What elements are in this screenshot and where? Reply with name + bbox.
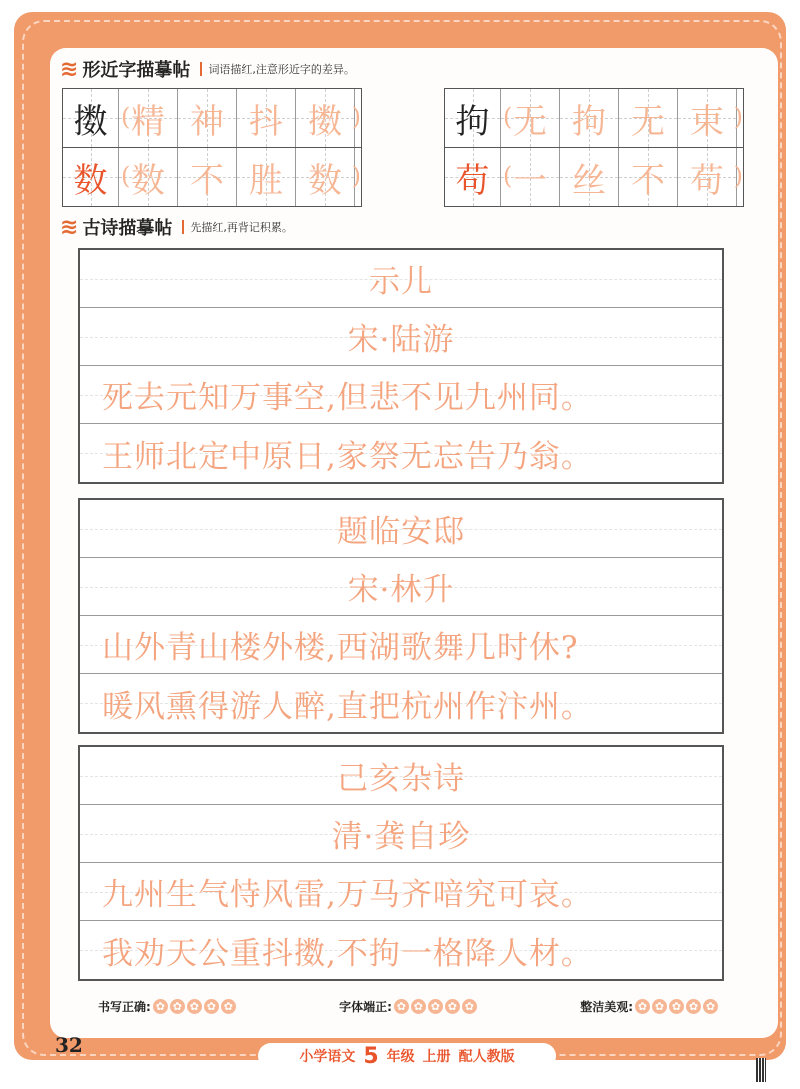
lead-char-cell bbox=[445, 148, 501, 206]
poem-title-row bbox=[80, 500, 722, 558]
barcode bbox=[756, 1058, 766, 1082]
poem-author: 宋·林升 bbox=[347, 572, 455, 608]
trace-char-cell bbox=[678, 89, 737, 147]
book-grade: 5 bbox=[363, 1043, 379, 1069]
rating-label: 字体端正: bbox=[339, 1000, 392, 1014]
paren-open: ( bbox=[121, 162, 131, 190]
poem-author: 清·龚自珍 bbox=[331, 819, 471, 855]
poem-title: 题临安邸 bbox=[337, 514, 465, 550]
flower-icon[interactable]: ✿ bbox=[669, 999, 684, 1014]
trace-char: 不 bbox=[190, 160, 224, 201]
flower-icon[interactable]: ✿ bbox=[153, 999, 168, 1014]
trace-char-cell bbox=[178, 89, 237, 147]
trace-char: 数 bbox=[308, 160, 342, 201]
poem-author-row bbox=[80, 558, 722, 616]
trace-char-cell bbox=[178, 148, 237, 206]
flower-icon[interactable]: ✿ bbox=[221, 999, 236, 1014]
section-header-poems bbox=[60, 214, 293, 240]
trace-char-cell bbox=[619, 89, 678, 147]
paren-close: ) bbox=[351, 162, 361, 190]
trace-char-cell bbox=[296, 89, 355, 147]
poem-title-row bbox=[80, 250, 722, 308]
poem-line-row bbox=[80, 863, 722, 921]
rating-label: 书写正确: bbox=[98, 1000, 151, 1014]
poem-line: 暖风熏得游人醉,直把杭州作汴州。 bbox=[102, 688, 593, 725]
trace-char-cell bbox=[560, 89, 619, 147]
trace-char-cell bbox=[296, 148, 355, 206]
trace-char-cell bbox=[678, 148, 737, 206]
trace-char: 擞 bbox=[308, 101, 342, 142]
trace-char-cell bbox=[560, 148, 619, 206]
section-title: 形近字描摹帖 bbox=[82, 60, 191, 81]
flower-icon[interactable]: ✿ bbox=[445, 999, 460, 1014]
flower-icon[interactable]: ✿ bbox=[394, 999, 409, 1014]
flower-icon[interactable]: ✿ bbox=[686, 999, 701, 1014]
flower-icon[interactable]: ✿ bbox=[635, 999, 650, 1014]
poem-author: 宋·陆游 bbox=[347, 322, 455, 358]
trace-char: 胜 bbox=[249, 160, 283, 201]
book-term: 上册 bbox=[422, 1049, 451, 1065]
trace-char: 拘 bbox=[572, 101, 606, 142]
poem-title: 示儿 bbox=[369, 264, 433, 300]
flower-icon[interactable]: ✿ bbox=[411, 999, 426, 1014]
lead-char: 拘 bbox=[455, 101, 490, 142]
lead-char-cell bbox=[63, 89, 119, 147]
paren-close: ) bbox=[733, 103, 743, 131]
wave-icon: ≋ bbox=[60, 214, 79, 240]
wave-icon: ≋ bbox=[60, 56, 79, 82]
page-number: 32 bbox=[55, 1033, 83, 1057]
poem-line-row bbox=[80, 366, 722, 424]
trace-char: 精 bbox=[131, 101, 165, 142]
book-tag bbox=[258, 1043, 556, 1069]
poem-title-row bbox=[80, 747, 722, 805]
poem-line: 死去元知万事空,但悲不见九州同。 bbox=[102, 380, 593, 416]
poem-line: 王师北定中原日,家祭无忘告乃翁。 bbox=[102, 438, 593, 475]
book-grade-unit: 年级 bbox=[386, 1049, 415, 1065]
trace-char: 束 bbox=[690, 101, 724, 142]
book-subject: 小学语文 bbox=[299, 1049, 356, 1065]
grid-row bbox=[63, 89, 361, 147]
trace-char: 不 bbox=[631, 160, 665, 201]
poem-author-row bbox=[80, 308, 722, 366]
poem-line-row bbox=[80, 921, 722, 979]
paren-close: ) bbox=[733, 162, 743, 190]
section-header-similar-chars bbox=[60, 56, 355, 82]
rating-group bbox=[580, 998, 718, 1015]
paren-open: ( bbox=[121, 103, 131, 131]
flower-icon[interactable]: ✿ bbox=[428, 999, 443, 1014]
lead-char-cell bbox=[63, 148, 119, 206]
char-grid-left bbox=[62, 88, 362, 207]
rating-bar bbox=[98, 998, 718, 1015]
flower-icon[interactable]: ✿ bbox=[204, 999, 219, 1014]
paren-close: ) bbox=[351, 103, 361, 131]
divider bbox=[200, 62, 202, 76]
grid-row bbox=[63, 147, 361, 206]
trace-char: 一 bbox=[513, 160, 547, 201]
poem-line-row bbox=[80, 674, 722, 732]
trace-char-cell bbox=[619, 148, 678, 206]
section-note: 先描红,再背记积累。 bbox=[190, 221, 293, 234]
trace-char: 无 bbox=[631, 101, 665, 142]
rating-group bbox=[339, 998, 477, 1015]
flower-icon[interactable]: ✿ bbox=[170, 999, 185, 1014]
char-grid-right bbox=[444, 88, 744, 207]
trace-char: 数 bbox=[131, 160, 165, 201]
poem-line-row bbox=[80, 424, 722, 482]
trace-char: 无 bbox=[513, 101, 547, 142]
rating-group bbox=[98, 998, 236, 1015]
poem-title: 己亥杂诗 bbox=[337, 761, 465, 797]
poem-line: 我劝天公重抖擞,不拘一格降人材。 bbox=[102, 935, 593, 972]
poem-box bbox=[78, 498, 724, 734]
section-title: 古诗描摹帖 bbox=[82, 218, 173, 239]
paren-open: ( bbox=[503, 162, 513, 190]
poem-author-row bbox=[80, 805, 722, 863]
poem-line: 九州生气恃风雷,万马齐喑究可哀。 bbox=[102, 877, 593, 913]
trace-char-cell bbox=[237, 89, 296, 147]
section-note: 词语描红,注意形近字的差异。 bbox=[208, 63, 355, 76]
lead-char-cell bbox=[445, 89, 501, 147]
paren-open: ( bbox=[503, 103, 513, 131]
lead-char: 数 bbox=[73, 160, 108, 201]
trace-char: 丝 bbox=[572, 160, 606, 201]
flower-icon[interactable]: ✿ bbox=[652, 999, 667, 1014]
poem-box bbox=[78, 745, 724, 981]
flower-icon[interactable]: ✿ bbox=[703, 999, 718, 1014]
poem-line-row bbox=[80, 616, 722, 674]
trace-char: 苟 bbox=[690, 160, 724, 201]
poem-line: 山外青山楼外楼,西湖歌舞几时休? bbox=[102, 630, 579, 666]
grid-row bbox=[445, 147, 743, 206]
book-edition: 配人教版 bbox=[458, 1049, 515, 1065]
lead-char: 擞 bbox=[73, 101, 108, 142]
divider bbox=[182, 220, 184, 234]
grid-row bbox=[445, 89, 743, 147]
rating-label: 整洁美观: bbox=[580, 1000, 633, 1014]
flower-icon[interactable]: ✿ bbox=[462, 999, 477, 1014]
trace-char: 抖 bbox=[249, 101, 283, 142]
trace-char-cell bbox=[237, 148, 296, 206]
trace-char: 神 bbox=[190, 101, 224, 142]
flower-icon[interactable]: ✿ bbox=[187, 999, 202, 1014]
lead-char: 苟 bbox=[455, 160, 490, 201]
poem-box bbox=[78, 248, 724, 484]
